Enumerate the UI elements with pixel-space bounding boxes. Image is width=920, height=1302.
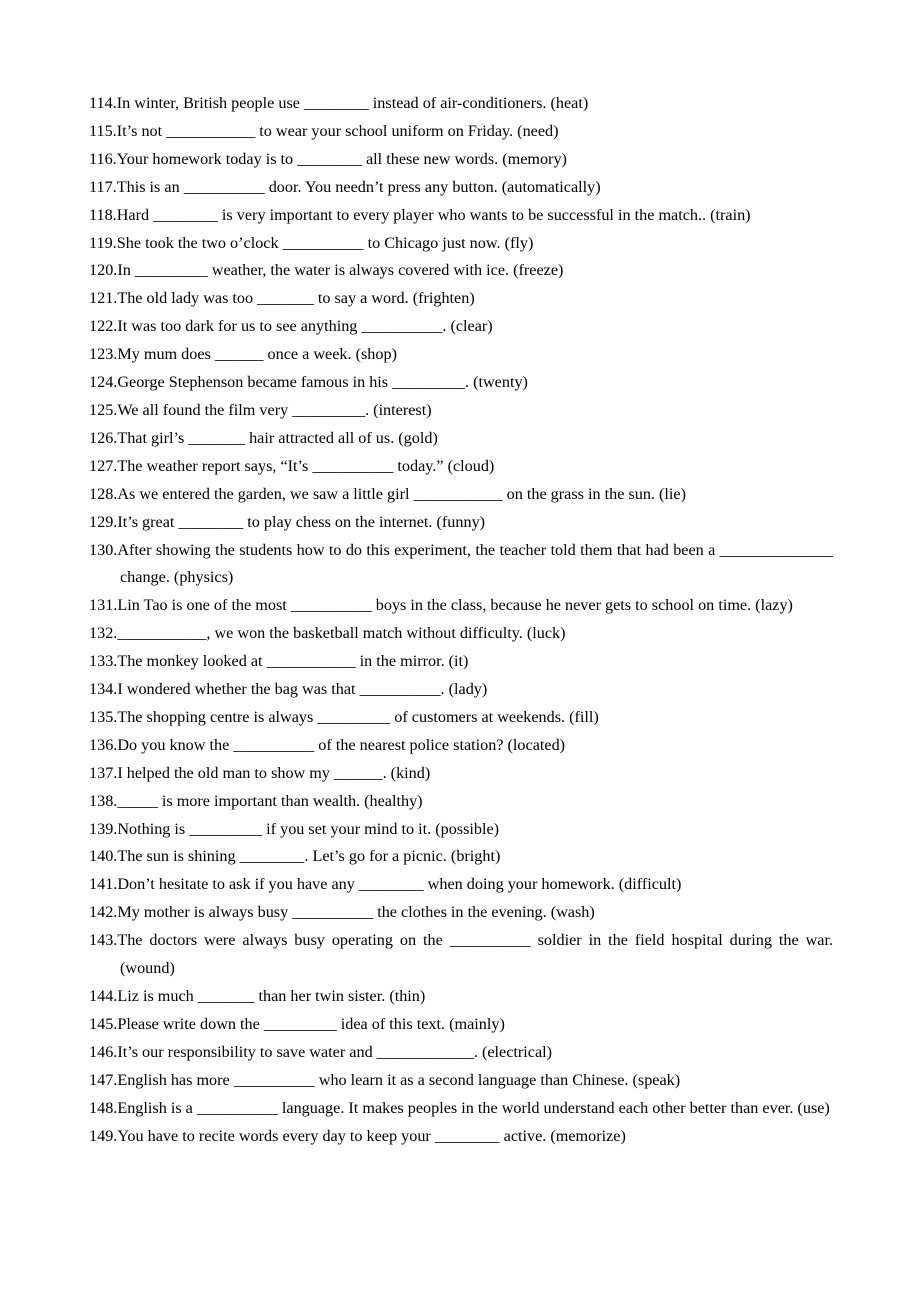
exercise-number: 144. [89,987,118,1005]
exercise-item [89,1123,833,1151]
exercise-item [89,620,833,648]
exercise-number: 130. [89,540,118,559]
exercise-sentence: The doctors were always busy operating on the __________ soldier in the field hospital during the war. (wound) [117,931,833,978]
exercise-number: 133. [89,652,118,671]
exercise-sentence: English has more __________ who learn it as a second language than Chinese. (speak) [117,1070,681,1089]
exercise-number: 148. [89,1098,118,1117]
exercise-number: 141. [89,875,118,894]
exercise-number: 124. [89,373,118,392]
exercise-sentence: It’s great ________ to play chess on the internet. (funny) [117,512,486,531]
exercise-sentence: In winter, British people use ________ instead of air-conditioners. (heat) [116,94,589,112]
exercise-item [89,397,833,425]
exercise-sentence: ___________, we won the basketball match without difficulty. (luck) [117,624,566,643]
exercise-item [89,1039,833,1067]
exercise-sentence: It’s not ___________ to wear your school uniform on Friday. (need) [116,121,559,140]
exercise-item [89,118,833,146]
exercise-number: 145. [89,1014,118,1033]
exercise-sentence: George Stephenson became famous in his _________. (twenty) [117,373,528,392]
exercise-sentence: Do you know the __________ of the nearest police station? (located) [117,735,566,754]
exercise-item [89,174,833,202]
exercise-number: 115. [89,121,117,140]
exercise-sentence: Hard ________ is very important to every player who wants to be successful in the match.. (train) [116,205,751,224]
exercise-sentence: We all found the film very _________. (interest) [117,400,432,419]
exercise-sentence: Nothing is _________ if you set your mind to it. (possible) [117,819,500,838]
exercise-item [89,90,833,118]
exercise-sentence: The old lady was too _______ to say a word. (frighten) [117,289,475,308]
exercise-item [89,509,833,537]
exercise-item [89,369,833,397]
exercise-number: 137. [89,763,118,782]
exercise-number: 129. [89,512,118,531]
exercise-item [89,843,833,871]
exercise-item [89,760,833,788]
exercise-item [89,537,833,593]
exercise-number: 147. [89,1070,118,1089]
exercise-sentence: The sun is shining ________. Let’s go for a picnic. (bright) [117,847,501,866]
exercise-number: 149. [89,1126,118,1145]
exercise-sentence: That girl’s _______ hair attracted all of us. (gold) [117,428,438,447]
exercise-item [89,285,833,313]
exercise-item [89,648,833,676]
exercise-item [89,704,833,732]
exercise-sentence: You have to recite words every day to keep your ________ active. (memorize) [117,1126,626,1145]
exercise-number: 135. [89,707,118,726]
exercise-number: 126. [89,428,118,447]
exercise-item [89,732,833,760]
exercise-sentence: My mum does ______ once a week. (shop) [117,345,397,364]
exercise-number: 136. [89,735,118,754]
exercise-sentence: Lin Tao is one of the most __________ boys in the class, because he never gets to school on time. (lazy) [117,596,793,615]
exercise-sentence: After showing the students how to do this experiment, the teacher told them that had been a ______________ change. (physics) [117,540,833,587]
exercise-item [89,425,833,453]
exercise-item [89,899,833,927]
exercise-list [89,90,833,1150]
exercise-sentence: As we entered the garden, we saw a little girl ___________ on the grass in the sun. (lie) [117,484,686,503]
exercise-sentence: I wondered whether the bag was that __________. (lady) [117,680,488,699]
exercise-number: 120. [89,261,118,280]
exercise-item [89,1011,833,1039]
exercise-number: 116. [89,149,117,168]
exercise-sentence: The monkey looked at ___________ in the mirror. (it) [117,652,469,671]
exercise-number: 140. [89,847,118,866]
exercise-item [89,592,833,620]
exercise-sentence: It was too dark for us to see anything __________. (clear) [117,317,493,336]
exercise-sentence: It’s our responsibility to save water and ____________. (electrical) [117,1042,553,1061]
exercise-number: 127. [89,456,118,475]
exercise-item [89,788,833,816]
exercise-sentence: My mother is always busy __________ the clothes in the evening. (wash) [117,903,595,922]
exercise-number: 132. [89,624,118,643]
exercise-sentence: In _________ weather, the water is always covered with ice. (freeze) [117,261,564,280]
exercise-sentence: Liz is much _______ than her twin sister. (thin) [117,987,426,1005]
exercise-number: 122. [89,317,118,336]
exercise-number: 119. [89,233,117,252]
exercise-number: 114. [89,94,117,112]
exercise-item [89,341,833,369]
exercise-number: 128. [89,484,118,503]
exercise-item [89,816,833,844]
exercise-sentence: English is a __________ language. It makes peoples in the world understand each other better than ever. (use) [117,1098,830,1117]
exercise-number: 138. [89,791,118,810]
exercise-sentence: This is an __________ door. You needn’t press any button. (automatically) [116,177,601,196]
exercise-number: 143. [89,931,118,950]
exercise-sentence: The weather report says, “It’s __________ today.” (cloud) [117,456,495,475]
exercise-number: 121. [89,289,118,308]
exercise-item [89,871,833,899]
exercise-item [89,481,833,509]
exercise-item [89,257,833,285]
exercise-sentence: _____ is more important than wealth. (healthy) [117,791,423,810]
exercise-sentence: Please write down the _________ idea of this text. (mainly) [117,1014,505,1033]
exercise-item [89,927,833,983]
exercise-number: 131. [89,596,118,615]
exercise-item [89,230,833,258]
exercise-item [89,1067,833,1095]
exercise-sentence: She took the two o’clock __________ to Chicago just now. (fly) [116,233,534,252]
exercise-item [89,313,833,341]
exercise-sentence: The shopping centre is always _________ of customers at weekends. (fill) [117,707,599,726]
exercise-number: 142. [89,903,118,922]
exercise-number: 118. [89,205,117,224]
exercise-number: 146. [89,1042,118,1061]
exercise-item [89,983,833,1011]
exercise-item [89,202,833,230]
exercise-item [89,1095,833,1123]
exercise-item [89,676,833,704]
exercise-item [89,146,833,174]
exercise-number: 117. [89,177,117,196]
exercise-number: 125. [89,400,118,419]
exercise-item [89,453,833,481]
exercise-sentence: Your homework today is to ________ all these new words. (memory) [116,149,567,168]
exercise-number: 134. [89,680,118,699]
exercise-number: 139. [89,819,118,838]
exercise-number: 123. [89,345,118,364]
exercise-sentence: I helped the old man to show my ______. (kind) [117,763,431,782]
exercise-sentence: Don’t hesitate to ask if you have any ________ when doing your homework. (difficult) [117,875,682,894]
